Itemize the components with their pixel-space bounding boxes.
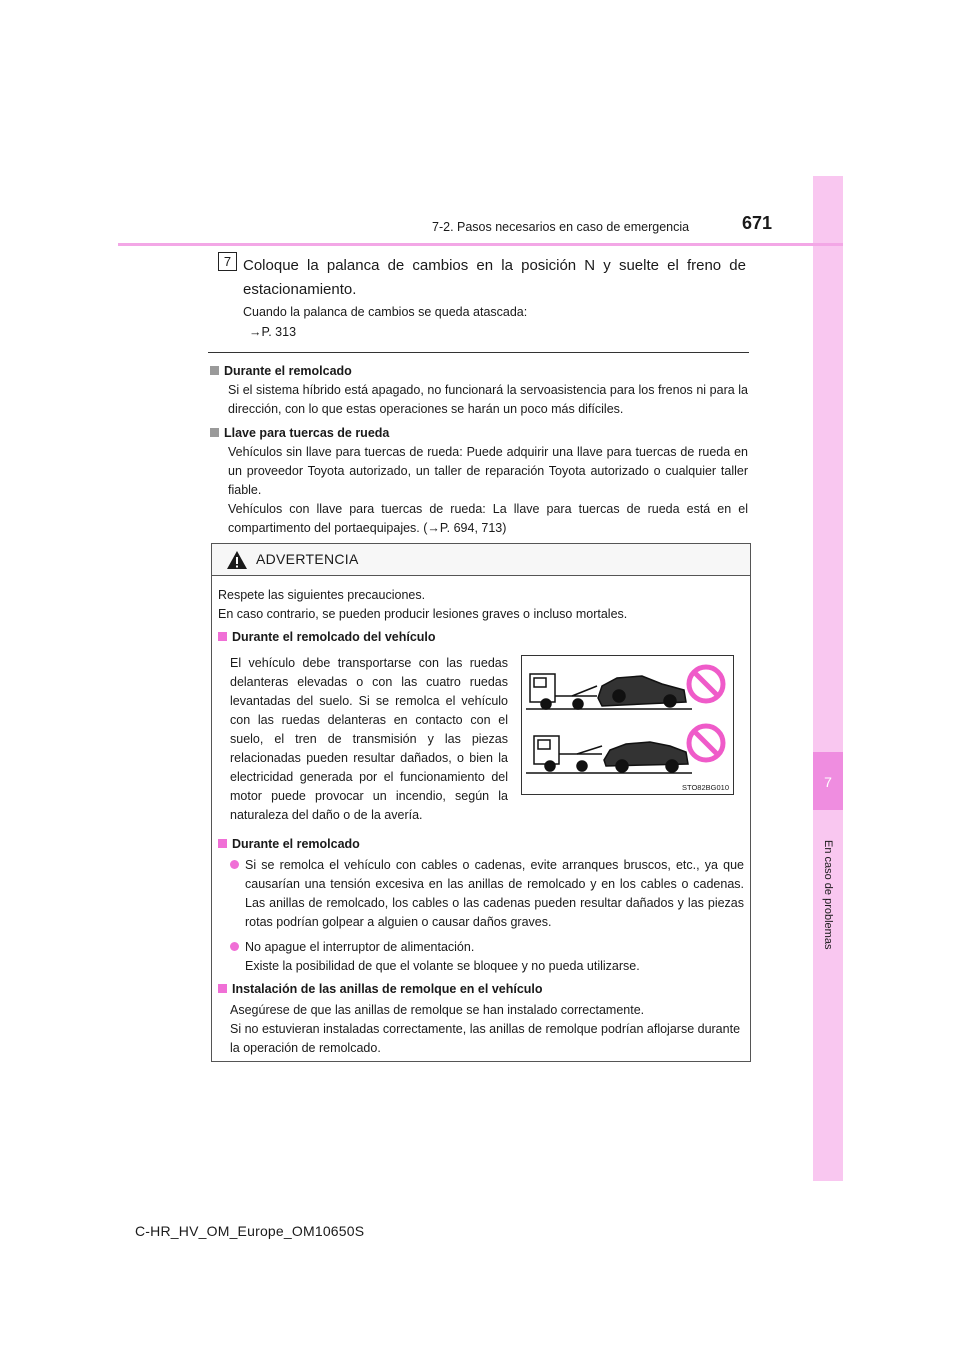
- square-bullet-icon: [210, 366, 219, 375]
- document-code: C-HR_HV_OM_Europe_OM10650S: [135, 1223, 365, 1239]
- square-bullet-icon: [210, 428, 219, 437]
- warning-header: [212, 544, 750, 576]
- towing-illustration: [521, 655, 734, 795]
- section-divider: [208, 352, 749, 353]
- step-number-box: 7: [218, 252, 237, 271]
- step-note-line1: Cuando la palanca de cambios se queda atascada:: [243, 305, 528, 319]
- chapter-side-tab: [813, 176, 843, 1181]
- warning-body-line1: Asegúrese de que las anillas de remolque se han instalado correctamente.: [230, 1003, 645, 1017]
- header-rule: [118, 243, 843, 246]
- square-bullet-icon: [218, 839, 227, 848]
- warning-body-line2: Si no estuvieran instaladas correctamente, las anillas de remolque podrían aflojarse durante la operación de remolcado.: [230, 1022, 741, 1055]
- section-body: Si el sistema híbrido está apagado, no funcionará la servoasistencia para los frenos ni para la dirección, con lo que estas operaciones se harán un poco más difíciles.: [228, 383, 748, 416]
- section-body-2: Vehículos con llave para tuercas de rueda: La llave para tuercas de rueda está en el compartimento del portaequipajes. (→P. 694, 713): [228, 502, 748, 535]
- image-code: STO82BG010: [682, 783, 729, 792]
- square-bullet-icon: [218, 632, 227, 641]
- circle-bullet-icon: [230, 860, 239, 869]
- page-number: 671: [742, 213, 773, 233]
- step-text: Coloque la palanca de cambios en la posición N y suelte el freno de estacionamiento.: [243, 257, 746, 298]
- warning-item-heading: Durante el remolcado del vehículo: [232, 630, 436, 644]
- section-towing: [210, 362, 748, 419]
- warning-intro: [218, 586, 744, 624]
- prohibition-icon: [689, 667, 723, 760]
- warning-item-body: El vehículo debe transportarse con las ruedas delanteras elevadas o con las cuatro ruedas levantadas del suelo. Si se remolca el vehículo con las ruedas delanteras en contacto con el suelo, el tren de transmisión y las piezas relacionadas pueden resultar dañados, o bien la electricidad generada por el funcionamiento del motor puede provocar un incendio, según la naturaleza del daño o de la avería.: [230, 656, 508, 822]
- warning-intro-line2: En caso contrario, se pueden producir lesiones graves o incluso mortales.: [218, 607, 628, 621]
- section-body-1: Vehículos sin llave para tuercas de rueda: Puede adquirir una llave para tuercas de rueda en un proveedor Toyota autorizado, un taller de reparación Toyota autorizado o cualquier taller fiable.: [228, 445, 748, 497]
- section-title: 7-2. Pasos necesarios en caso de emergencia: [432, 220, 690, 234]
- warning-triangle-icon: [226, 550, 248, 570]
- section-heading: Llave para tuercas de rueda: [224, 426, 390, 440]
- section-wheel-nut-wrench: [210, 424, 748, 538]
- square-bullet-icon: [218, 984, 227, 993]
- chapter-number: 7: [824, 774, 832, 790]
- warning-title: ADVERTENCIA: [256, 551, 359, 567]
- warning-item-body: [218, 1001, 744, 1058]
- warning-bullet-line1: No apague el interruptor de alimentación.: [245, 940, 475, 954]
- warning-item-towing-vehicle: [218, 628, 744, 647]
- chapter-number-tab: [813, 752, 843, 810]
- warning-bullet-line2: Existe la posibilidad de que el volante se bloquee y no pueda utilizarse.: [245, 959, 640, 973]
- step-note-reference: →P. 313: [249, 325, 297, 339]
- chapter-title: En caso de problemas: [822, 840, 834, 950]
- warning-intro-line1: Respete las siguientes precauciones.: [218, 588, 426, 602]
- step-note: [243, 302, 527, 342]
- warning-bullet: Si se remolca el vehículo con cables o cadenas, evite arranques bruscos, etc., ya que causarían una tensión excesiva en las anillas de remolcado y en los cables o cadenas. Las anillas de remolcado, los cables o las cadenas pueden resultar dañados y las piezas rotas podrían golpear a alguien o causar daños graves.: [245, 858, 744, 929]
- warning-item-towing: [218, 835, 744, 1058]
- section-heading: Durante el remolcado: [224, 364, 352, 378]
- warning-item-heading: Durante el remolcado: [232, 837, 360, 851]
- towing-diagram-image: [522, 656, 733, 794]
- warning-box: [211, 543, 751, 1062]
- warning-item-heading: Instalación de las anillas de remolque en el vehículo: [232, 982, 543, 996]
- circle-bullet-icon: [230, 942, 239, 951]
